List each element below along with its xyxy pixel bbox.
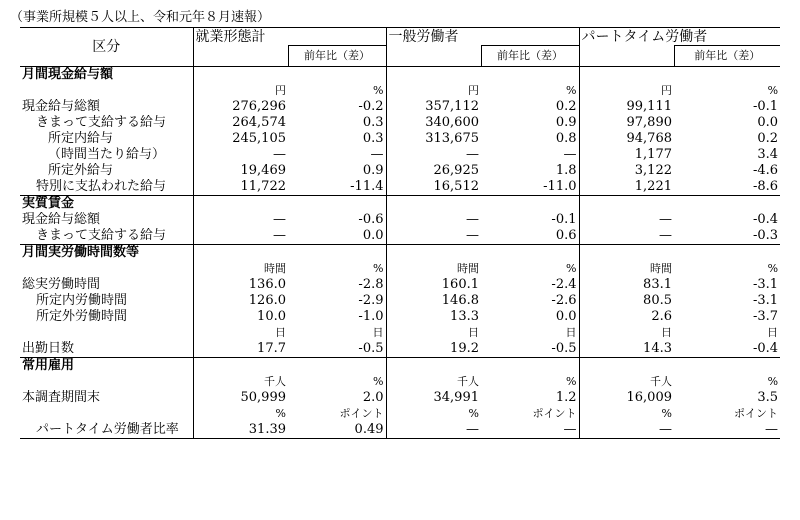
- row-label: 総実労働時間: [22, 277, 101, 292]
- row-label: [20, 374, 193, 390]
- table-row: [20, 131, 780, 147]
- unit-cell: %: [386, 406, 481, 422]
- header-zennen-total: 前年比（差）: [288, 46, 386, 67]
- row-label: きまって支給する給与: [36, 228, 167, 243]
- value-cell: 2.6: [579, 309, 674, 325]
- value-cell: —: [386, 228, 481, 245]
- change-cell: -11.4: [350, 179, 384, 194]
- change-cell: -0.3: [752, 228, 779, 243]
- change-cell: 0.8: [555, 131, 577, 146]
- table-caption: （事業所規模５人以上、令和元年８月速報）: [10, 10, 271, 25]
- header-kubun: 区分: [20, 28, 193, 67]
- value-cell: —: [579, 422, 674, 439]
- value-cell: 16,009: [579, 390, 674, 406]
- value-cell: 19.2: [386, 341, 481, 358]
- change-cell: 0.2: [757, 131, 779, 146]
- change-cell: -4.6: [752, 163, 779, 178]
- value-cell: —: [386, 147, 481, 163]
- change-cell: -0.6: [358, 212, 384, 227]
- value-cell: —: [193, 212, 288, 228]
- value-cell: 136.0: [193, 277, 288, 293]
- change-cell: -3.7: [752, 309, 779, 324]
- change-cell: -11.0: [543, 179, 577, 194]
- change-cell: —: [674, 422, 780, 439]
- unit-cell: 日: [372, 326, 384, 339]
- change-cell: 0.6: [555, 228, 577, 243]
- change-cell: 0.0: [362, 228, 384, 243]
- unit-cell: 時間: [386, 261, 481, 277]
- value-cell: 264,574: [193, 115, 288, 131]
- value-cell: 3,122: [579, 163, 674, 179]
- value-cell: 357,112: [386, 99, 481, 115]
- value-cell: 245,105: [193, 131, 288, 147]
- change-cell: -0.5: [358, 341, 384, 356]
- change-cell: 0.9: [362, 163, 384, 178]
- table-row: [20, 422, 780, 439]
- change-cell: 0.9: [555, 115, 577, 130]
- row-label: [20, 406, 193, 422]
- change-cell: -3.1: [752, 293, 779, 308]
- unit-cell: 時間: [579, 261, 674, 277]
- row-label: 所定外労働時間: [36, 309, 128, 324]
- unit-cell: %: [193, 406, 288, 422]
- table-row: [20, 147, 780, 163]
- unit-cell: 千人: [386, 374, 481, 390]
- statistics-table-container: [20, 27, 780, 439]
- value-cell: —: [579, 228, 674, 245]
- value-cell: 99,111: [579, 99, 674, 115]
- row-label: 特別に支払われた給与: [36, 179, 167, 194]
- unit-row: [20, 83, 780, 99]
- change-cell: -2.6: [551, 293, 577, 308]
- unit-cell: 日: [767, 326, 779, 339]
- change-cell: 1.2: [555, 390, 577, 405]
- change-cell: -0.5: [551, 341, 577, 356]
- unit-cell: 時間: [193, 261, 288, 277]
- change-cell: -2.9: [358, 293, 384, 308]
- table-row: [20, 212, 780, 228]
- table-row: [20, 179, 780, 196]
- value-cell: 16,512: [386, 179, 481, 196]
- change-cell: -2.8: [358, 277, 384, 292]
- change-cell: 2.0: [362, 390, 384, 405]
- value-cell: 10.0: [193, 309, 288, 325]
- change-cell: 3.4: [757, 147, 779, 162]
- unit-row: [20, 261, 780, 277]
- section-title: 常用雇用: [20, 358, 193, 375]
- table-row: [20, 293, 780, 309]
- table-row: [20, 99, 780, 115]
- row-label: 出勤日数: [22, 341, 75, 356]
- change-cell: —: [370, 147, 384, 162]
- value-cell: 94,768: [579, 131, 674, 147]
- row-label: [20, 83, 193, 99]
- unit-cell: %: [767, 262, 779, 275]
- row-label: 所定外給与: [48, 163, 114, 178]
- table-row: [20, 115, 780, 131]
- unit-cell: %: [566, 262, 577, 275]
- value-cell: 13.3: [386, 309, 481, 325]
- unit-cell: ポイント: [532, 407, 577, 420]
- row-label: （時間当たり給与）: [48, 147, 166, 162]
- value-cell: 1,177: [579, 147, 674, 163]
- section-title: 月間実労働時間数等: [20, 245, 193, 262]
- change-cell: -1.0: [358, 309, 384, 324]
- unit-cell: ポイント: [339, 407, 384, 420]
- unit-cell: 千人: [193, 374, 288, 390]
- value-cell: 97,890: [579, 115, 674, 131]
- header-group-general: 一般労働者: [386, 28, 579, 46]
- value-cell: 31.39: [193, 422, 288, 439]
- unit-cell: 日: [193, 325, 288, 341]
- wage-statistics-table: [20, 27, 780, 439]
- unit-cell: 千人: [579, 374, 674, 390]
- change-cell: 0.2: [555, 99, 577, 114]
- value-cell: 80.5: [579, 293, 674, 309]
- value-cell: 160.1: [386, 277, 481, 293]
- value-cell: 1,221: [579, 179, 674, 196]
- row-label: 所定内給与: [48, 131, 114, 146]
- change-cell: 3.5: [757, 390, 779, 405]
- section-title: 月間現金給与額: [22, 67, 114, 82]
- unit-row: [20, 325, 780, 341]
- change-cell: 1.8: [555, 163, 577, 178]
- value-cell: —: [193, 228, 288, 245]
- table-row: [20, 309, 780, 325]
- change-cell: -0.1: [752, 99, 779, 114]
- unit-cell: 円: [579, 83, 674, 99]
- change-cell: -3.1: [752, 277, 779, 292]
- row-label: 本調査期間末: [22, 390, 101, 405]
- change-cell: -2.4: [551, 277, 577, 292]
- header-group-parttime: パートタイム労働者: [579, 28, 780, 46]
- change-cell: 0.0: [555, 309, 577, 324]
- unit-cell: %: [373, 84, 384, 97]
- row-label: パートタイム労働者比率: [20, 422, 193, 439]
- unit-row: [20, 374, 780, 390]
- unit-cell: %: [373, 262, 384, 275]
- change-cell: 0.49: [288, 422, 386, 439]
- row-label: 現金給与総額: [22, 99, 101, 114]
- change-cell: 0.3: [362, 115, 384, 130]
- table-row: [20, 228, 780, 245]
- value-cell: 34,991: [386, 390, 481, 406]
- table-row: [20, 390, 780, 406]
- table-row: [20, 341, 780, 358]
- row-label: きまって支給する給与: [36, 115, 167, 130]
- change-cell: 0.0: [757, 115, 779, 130]
- value-cell: 17.7: [193, 341, 288, 358]
- value-cell: 126.0: [193, 293, 288, 309]
- header-zennen-general: 前年比（差）: [481, 46, 579, 67]
- unit-cell: 日: [579, 325, 674, 341]
- value-cell: 313,675: [386, 131, 481, 147]
- value-cell: 11,722: [193, 179, 288, 196]
- unit-cell: 円: [193, 83, 288, 99]
- value-cell: —: [579, 212, 674, 228]
- value-cell: 146.8: [386, 293, 481, 309]
- value-cell: 14.3: [579, 341, 674, 358]
- change-cell: —: [563, 147, 577, 162]
- change-cell: -8.6: [752, 179, 779, 194]
- table-row: [20, 163, 780, 179]
- unit-cell: %: [373, 375, 384, 388]
- row-label: [20, 261, 193, 277]
- value-cell: 83.1: [579, 277, 674, 293]
- change-cell: 0.3: [362, 131, 384, 146]
- change-cell: —: [481, 422, 579, 439]
- unit-cell: %: [579, 406, 674, 422]
- unit-cell: %: [767, 84, 779, 97]
- value-cell: —: [386, 212, 481, 228]
- value-cell: 50,999: [193, 390, 288, 406]
- unit-cell: %: [767, 375, 779, 388]
- unit-cell: %: [566, 84, 577, 97]
- change-cell: -0.4: [752, 212, 779, 227]
- value-cell: 19,469: [193, 163, 288, 179]
- row-label: [20, 325, 193, 341]
- value-cell: 276,296: [193, 99, 288, 115]
- row-label: 所定内労働時間: [36, 293, 128, 308]
- unit-cell: 日: [386, 325, 481, 341]
- value-cell: —: [193, 147, 288, 163]
- unit-cell: %: [566, 375, 577, 388]
- unit-cell: 日: [565, 326, 577, 339]
- change-cell: -0.1: [551, 212, 577, 227]
- value-cell: 340,600: [386, 115, 481, 131]
- unit-cell: ポイント: [734, 407, 779, 420]
- header-zennen-parttime: 前年比（差）: [674, 46, 780, 67]
- change-cell: -0.4: [752, 341, 779, 356]
- table-row: [20, 277, 780, 293]
- change-cell: -0.2: [358, 99, 384, 114]
- section-title: 実質賃金: [20, 196, 193, 213]
- row-label: 現金給与総額: [22, 212, 101, 227]
- unit-row: [20, 406, 780, 422]
- value-cell: 26,925: [386, 163, 481, 179]
- value-cell: —: [386, 422, 481, 439]
- unit-cell: 円: [386, 83, 481, 99]
- header-group-total: 就業形態計: [193, 28, 386, 46]
